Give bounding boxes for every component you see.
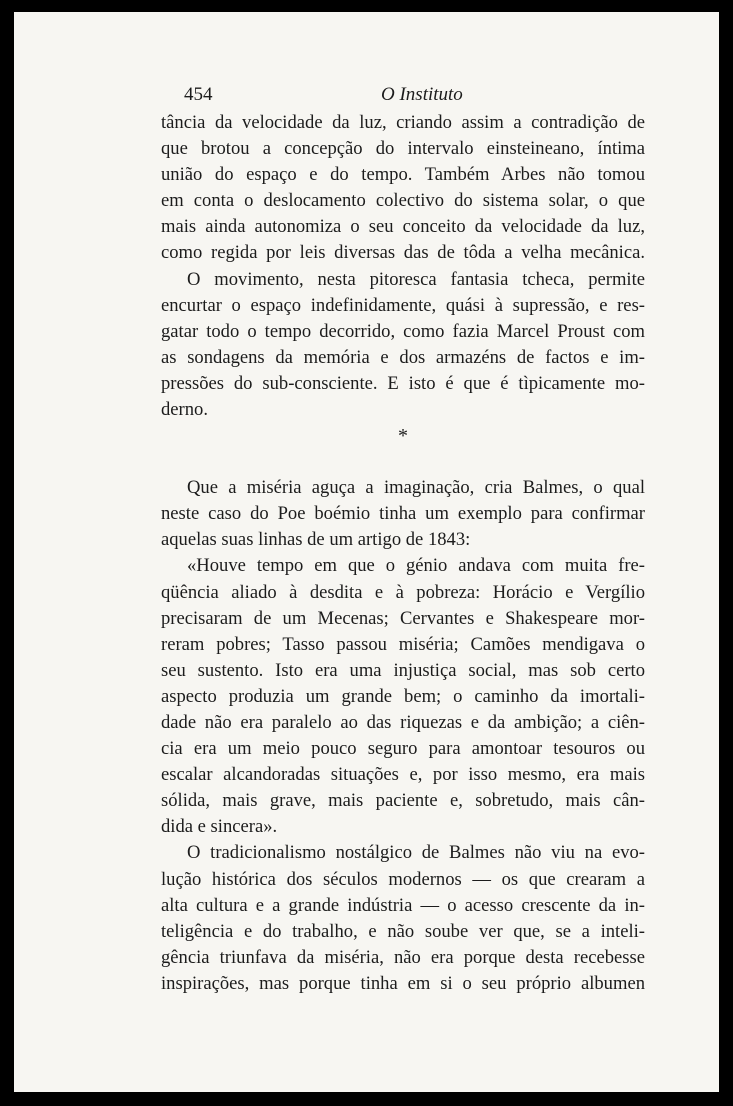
text-line: dida e sincera». <box>161 816 278 838</box>
text-line: mais ainda autonomiza o seu conceito da velocidade da luz, <box>161 216 645 238</box>
text-line: teligência e do trabalho, e não soube ver que, se a inteli- <box>161 920 645 942</box>
text-line: gatar todo o tempo decorrido, como fazia Marcel Proust com <box>161 320 645 342</box>
text-line: inspirações, mas porque tinha em si o seu próprio albumen <box>161 972 645 994</box>
text-line: reram pobres; Tasso passou miséria; Camões mendigava o <box>161 633 645 655</box>
text-line: que brotou a concepção do intervalo einsteineano, íntima <box>161 138 645 160</box>
running-header <box>174 84 660 108</box>
paragraph-5 <box>161 840 645 997</box>
text-line: gência triunfava da miséria, não era porque desta recebesse <box>161 946 645 968</box>
text-line: tância da velocidade da luz, criando assim a contradição de <box>161 112 645 133</box>
running-title: O Instituto <box>381 84 463 105</box>
text-line: como regida por leis diversas das de tôda a velha mecânica. <box>161 242 645 264</box>
page-number: 454 <box>184 84 213 105</box>
paragraph-3 <box>161 475 645 553</box>
text-line: sólida, mais grave, mais paciente e, sobretudo, mais cân- <box>161 790 645 812</box>
text-line: encurtar o espaço indefinidamente, quási à supressão, e res- <box>161 294 645 316</box>
paragraph-4-quotation <box>161 553 645 840</box>
text-line: Que a miséria aguça a imaginação, cria Balmes, o qual <box>187 477 645 499</box>
text-line: precisaram de um Mecenas; Cervantes e Shakespeare mor- <box>161 607 645 629</box>
text-line: qüência aliado à desdita e à pobreza: Horácio e Vergílio <box>161 581 645 603</box>
text-line: escalar alcandoradas situações e, por isso mesmo, era mais <box>161 764 645 786</box>
text-line: aspecto produzia um grande bem; o caminho da imortali- <box>161 685 645 707</box>
paragraph-2 <box>161 267 645 424</box>
text-line: O tradicionalismo nostálgico de Balmes não viu na evo- <box>187 842 645 864</box>
text-line: união do espaço e do tempo. Também Arbes não tomou <box>161 164 645 186</box>
text-line: aquelas suas linhas de um artigo de 1843: <box>161 529 471 551</box>
text-line: em conta o deslocamento colectivo do sistema solar, o que <box>161 190 645 212</box>
text-line: derno. <box>161 399 208 421</box>
text-line: as sondagens da memória e dos armazéns de factos e im- <box>161 346 645 368</box>
text-line: «Houve tempo em que o génio andava com muita fre- <box>187 555 645 577</box>
text-line: lução histórica dos séculos modernos — os que crearam a <box>161 868 645 890</box>
text-line: neste caso do Poe boémio tinha um exemplo para confirmar <box>161 503 645 525</box>
text-line: pressões do sub-consciente. E isto é que é tìpicamente mo- <box>161 372 645 394</box>
text-line: alta cultura e a grande indústria — o acesso crescente da in- <box>161 894 645 916</box>
text-line: O movimento, nesta pitoresca fantasia tcheca, permite <box>187 268 645 290</box>
text-line: dade não era paralelo ao das riquezas e da ambição; a ciên- <box>161 711 645 733</box>
section-separator: * <box>398 425 408 448</box>
text-line: cia era um meio pouco seguro para amontoar tesouros ou <box>161 738 645 760</box>
text-line: seu sustento. Isto era uma injustiça social, mas sob certo <box>161 659 645 681</box>
body-text <box>161 110 645 997</box>
paragraph-1 <box>161 110 645 267</box>
